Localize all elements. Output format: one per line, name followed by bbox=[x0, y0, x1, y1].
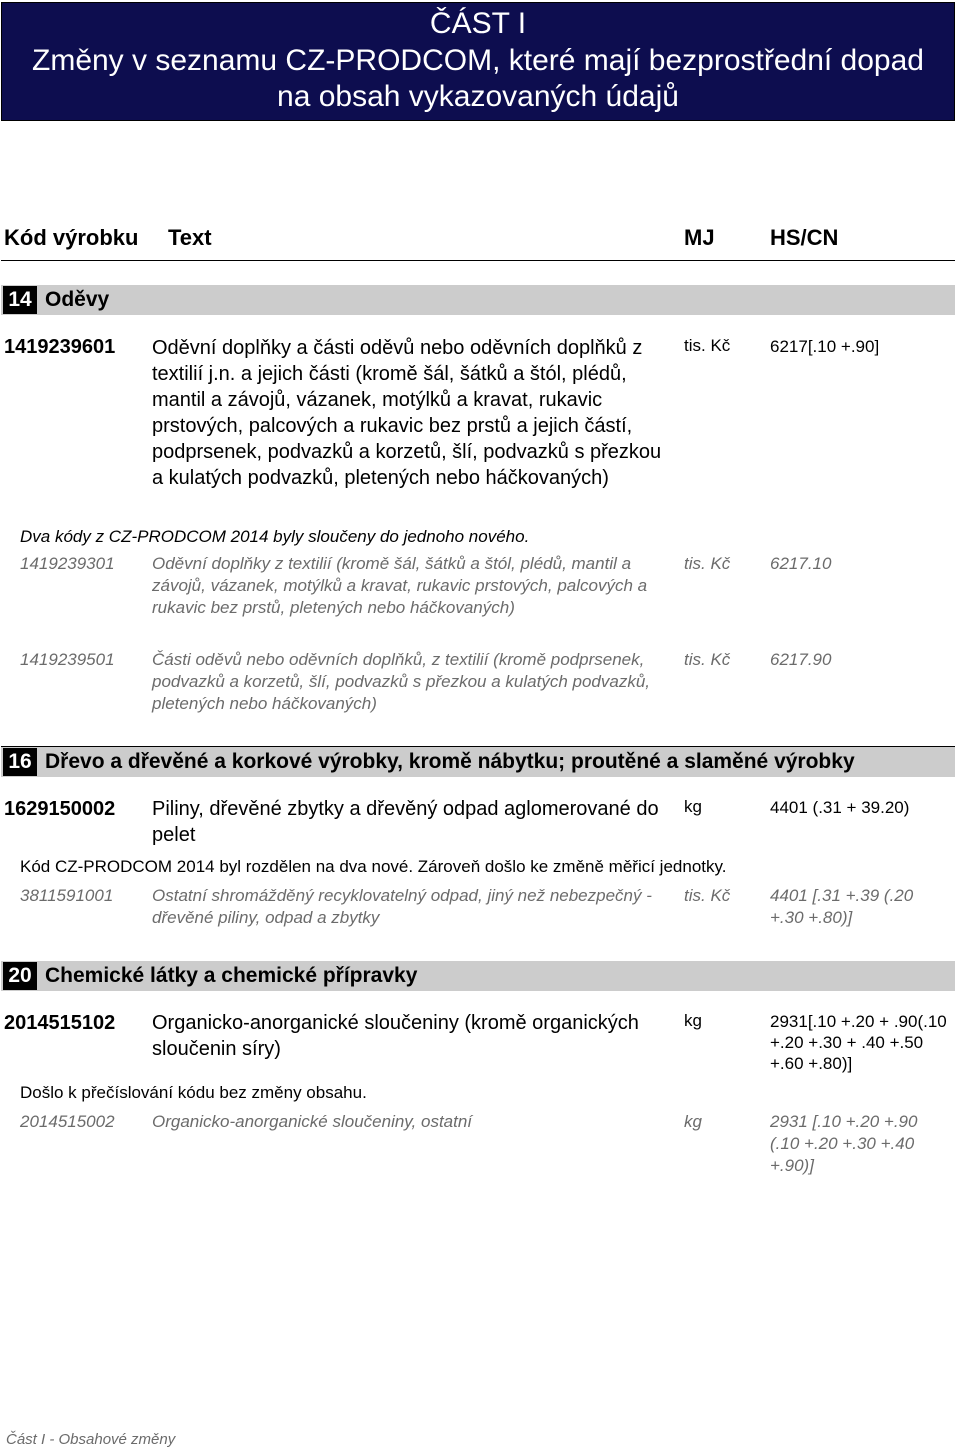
product-code: 1629150002 bbox=[4, 798, 116, 820]
header-divider bbox=[1, 260, 955, 261]
old-hs-code: 6217.90 bbox=[770, 650, 832, 669]
old-code: 1419239301 bbox=[20, 554, 115, 573]
product-unit: kg bbox=[684, 797, 702, 816]
product-code: 1419239601 bbox=[4, 336, 116, 358]
section-header-16 bbox=[1, 747, 955, 777]
column-header-hs: HS/CN bbox=[770, 225, 839, 250]
old-hs-code: 2931 [.10 +.20 +.90 (.10 +.20 +.30 +.40 +.90)] bbox=[770, 1112, 918, 1175]
old-unit: tis. Kč bbox=[684, 650, 731, 669]
old-unit: kg bbox=[684, 1112, 702, 1131]
old-text: Části oděvů nebo oděvních doplňků, z textilií (kromě podprsenek, podvazků a korzetů, šlí, podvazků s přezkou a kulatých podvazků, pletených nebo háčkovaných) bbox=[152, 650, 650, 713]
section-title: Dřevo a dřevěné a korkové výrobky, kromě nábytku; proutěné a slaměné výrobky bbox=[45, 750, 855, 773]
product-code: 2014515102 bbox=[4, 1012, 116, 1034]
old-unit: tis. Kč bbox=[684, 554, 731, 573]
old-text: Oděvní doplňky z textilií (kromě šál, šátků a štól, plédů, mantil a závojů, vázanek, motýlků a kravat, rukavic prstových, palcových a rukavic bez prstů, pletených nebo háčkovaných) bbox=[152, 554, 648, 617]
product-hs-code: 2931[.10 +.20 + .90(.10 +.20 +.30 + .40 +.50 +.60 +.80)] bbox=[770, 1012, 947, 1073]
section-number: 20 bbox=[3, 962, 37, 990]
old-hs-code: 4401 [.31 +.39 (.20 +.30 +.80)] bbox=[770, 886, 914, 927]
change-note: Kód CZ-PRODCOM 2014 byl rozdělen na dva nové. Zároveň došlo ke změně měřicí jednotky. bbox=[20, 857, 727, 876]
section-title: Chemické látky a chemické přípravky bbox=[45, 964, 418, 987]
column-header-mj: MJ bbox=[684, 225, 715, 250]
page-footer: Část I - Obsahové změny bbox=[6, 1431, 176, 1448]
old-code: 2014515002 bbox=[20, 1112, 115, 1131]
part-title: ČÁST I bbox=[429, 7, 527, 40]
product-unit: kg bbox=[684, 1011, 702, 1030]
title-banner bbox=[1, 2, 955, 121]
product-text: Piliny, dřevěné zbytky a dřevěný odpad aglomerované do pelet bbox=[152, 798, 659, 846]
section-number: 16 bbox=[3, 748, 37, 776]
old-code: 3811591001 bbox=[20, 886, 114, 905]
change-note: Došlo k přečíslování kódu bez změny obsahu. bbox=[20, 1083, 367, 1102]
old-text: Organicko-anorganické sloučeniny, ostatní bbox=[152, 1112, 473, 1131]
old-unit: tis. Kč bbox=[684, 886, 731, 905]
product-unit: tis. Kč bbox=[684, 336, 731, 355]
product-text: Oděvní doplňky a části oděvů nebo oděvních doplňků z textilií j.n. a jejich části (kromě šál, šátků a štól, plédů, mantil a závojů, vázanek, motýlků a kravat, rukavic prstových, palcových a rukavic bez prstů a jejich částí, podprsenek, podvazků a korzetů, šlí, podvazků s přezkou a kulatých podvazků, pletených nebo háčkovaných) bbox=[152, 337, 662, 489]
column-header-text: Text bbox=[168, 225, 212, 250]
section-title: Oděvy bbox=[45, 288, 110, 311]
old-text: Ostatní shromážděný recyklovatelný odpad, jiný než nebezpečný - dřevěné piliny, odpad a zbytky bbox=[152, 886, 652, 927]
document-title-line2: na obsah vykazovaných údajů bbox=[277, 80, 679, 113]
product-hs-code: 4401 (.31 + 39.20) bbox=[770, 798, 910, 817]
column-header-code: Kód výrobku bbox=[4, 225, 139, 250]
old-hs-code: 6217.10 bbox=[770, 554, 832, 573]
section-header-14 bbox=[1, 285, 955, 315]
section-header-20 bbox=[1, 961, 955, 991]
change-note: Dva kódy z CZ-PRODCOM 2014 byly sloučeny do jednoho nového. bbox=[20, 527, 530, 546]
old-code: 1419239501 bbox=[20, 650, 115, 669]
document-title-line1: Změny v seznamu CZ-PRODCOM, které mají bezprostřední dopad bbox=[32, 44, 924, 77]
product-text: Organicko-anorganické sloučeniny (kromě organických sloučenin síry) bbox=[152, 1012, 639, 1060]
section-number: 14 bbox=[3, 286, 37, 314]
product-hs-code: 6217[.10 +.90] bbox=[770, 337, 880, 356]
